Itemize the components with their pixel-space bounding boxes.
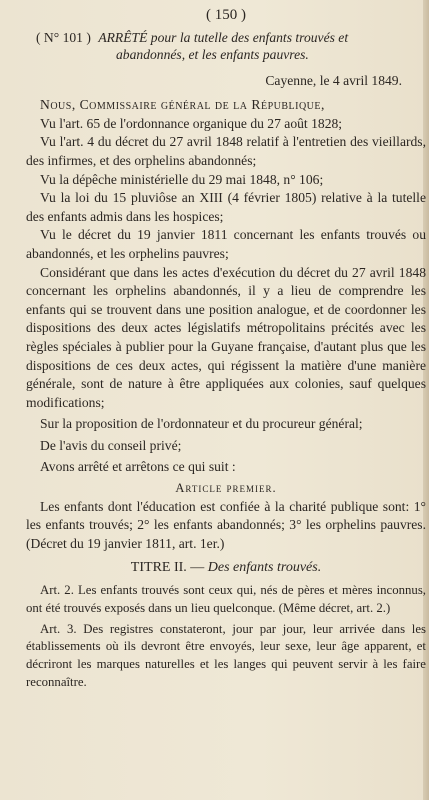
article-premier-heading: Article premier. xyxy=(175,481,277,496)
consideration-paragraph: Vu le décret du 19 janvier 1811 concernant les enfants trouvés ou abandonnés, et les orphelins pauvres; xyxy=(26,227,426,261)
decree-title-line1: ARRÊTÉ pour la tutelle des enfants trouvés et xyxy=(98,29,349,45)
consideration-paragraph: Vu la dépêche ministérielle du 29 mai 1848, n° 106; xyxy=(40,171,324,187)
consideration-paragraph: Vu l'art. 4 du décret du 27 avril 1848 relatif à l'entretien des vieillards, des infirmes, et des orphelins abandonnés; xyxy=(26,134,426,168)
consideration-paragraph: Vu la loi du 15 pluviôse an XIII (4 février 1805) relative à la tutelle des enfants admis dans les hospices; xyxy=(26,190,426,224)
decree-date: Cayenne, le 4 avril 1849. xyxy=(265,72,402,88)
consideration-paragraph: Vu l'art. 65 de l'ordonnance organique du 27 août 1828; xyxy=(40,115,343,131)
titre-heading xyxy=(26,559,426,578)
article-2-text: Art. 2. Les enfants trouvés sont ceux qui, nés de pères et mères inconnus, ont été trouvés exposés dans un lieu quelconque. (Même décret, art. 2.) xyxy=(26,583,426,615)
intro-line: Nous, Commissaire général de la République, xyxy=(40,97,325,113)
avis-line: De l'avis du conseil privé; xyxy=(40,437,182,453)
arrete-line: Avons arrêté et arrêtons ce qui suit : xyxy=(40,459,236,475)
titre-label: TITRE II. — xyxy=(130,560,208,576)
page-content xyxy=(26,6,426,692)
titre-subject: Des enfants trouvés. xyxy=(207,560,322,576)
considerations xyxy=(26,115,426,413)
proposition-line: Sur la proposition de l'ordonnateur et du procureur général; xyxy=(40,416,363,432)
decree-header xyxy=(26,29,426,64)
decree-title-line2: abandonnés, et les enfants pauvres. xyxy=(116,47,309,63)
article-premier-text: Les enfants dont l'éducation est confiée à la charité publique sont: 1° les enfants trouvés; 2° les enfants abandonnés; 3° les orphelins pauvres. (Décret du 19 janvier 1811, art. 1er.) xyxy=(26,498,426,551)
consideration-paragraph: Considérant que dans les actes d'exécution du décret du 27 avril 1848 concernant les orphelins abandonnés, il y a lieu de comprendre les enfants qui se trouvent dans une position analogue, et de coordonner les dispositions des deux actes législatifs métropolitains précités avec les règles spéciales à publier pour la Guyane française, d'autant plus que les dispositions de ces deux actes, qui régissent la matière d'une manière générale, sont de nature à être appliquées aux colonies, sauf quelques modifications; xyxy=(26,264,426,410)
article-3-text: Art. 3. Des registres constateront, jour par jour, leur arrivée dans les établissements où ils devront être envoyés, leur sexe, leur âge apparent, et décriront les marques naturelles et les langes qui peuvent servir à les faire reconnaître. xyxy=(26,621,426,690)
decree-number: ( N° 101 ) xyxy=(36,29,91,45)
page-number: ( 150 ) xyxy=(206,7,246,23)
